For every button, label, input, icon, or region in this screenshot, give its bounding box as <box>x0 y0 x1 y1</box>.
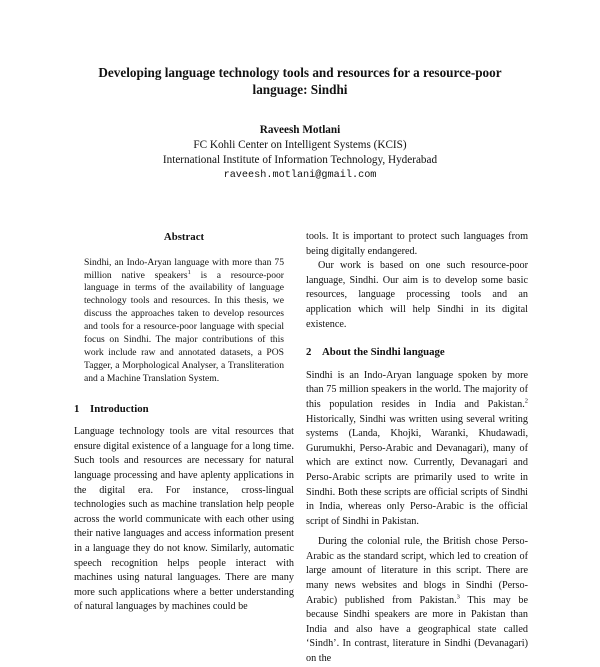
about-paragraph-1 <box>306 369 528 530</box>
about-paragraph-2-part-b: This may be because Sindhi speakers are more in Pakistan than India and also have a geographical state called ‘Sindh’. In contrast, literature in Sindhi (Devanagari) on the <box>306 594 528 665</box>
paper-title <box>60 64 540 98</box>
footnote-marker-2[interactable]: 2 <box>524 397 528 405</box>
right-column <box>306 230 528 667</box>
about-paragraph-1-part-a: Sindhi is an Indo-Aryan language spoken by more than 75 million speakers in the world. The majority of this population resides in India and Pakistan. <box>306 369 528 410</box>
footnote-marker-3[interactable]: 3 <box>456 593 460 601</box>
section-number-2: 2 <box>306 346 312 359</box>
author-affiliation-2: International Institute of Information Technology, Hyderabad <box>162 154 438 166</box>
about-paragraph-1-part-b: Historically, Sindhi was written using several writing systems (Landa, Khojki, Waranki, Khudawadi, Gurumukhi, Perso-Arabic and Devanagari), many of which are extinct now. Currently, Devanagari and Perso-Arabic scripts are primarily used to write in Sindhi. Both these scripts are official scripts of Sindhi in India, whereas only Perso-Arabic is the official script of Sindhi in Pakistan. <box>306 413 528 527</box>
abstract-heading: Abstract <box>163 231 205 243</box>
author-name: Raveesh Motlani <box>259 124 341 136</box>
footnote-marker-1[interactable]: 1 <box>187 268 191 276</box>
author-affiliation-1: FC Kohli Center on Intelligent Systems (KCIS) <box>193 139 407 151</box>
right-paragraph-1: tools. It is important to protect such languages from being digitally endangered. <box>306 231 528 257</box>
section-number-1: 1 <box>74 402 80 415</box>
author-block <box>60 123 540 183</box>
abstract-text-part-b: is a resource-poor language in terms of the availability of language technology tools and resources. In this thesis, we discuss the approaches taken to develop resources and tools for a resource-poor language with special focus on Sindhi. The major contributions of this work include raw and annotated datasets, a POS Tagger, a Morphological Analyser, a Transliteration and a Machine Translation System. <box>84 269 284 384</box>
section-title-introduction: Introduction <box>90 402 149 415</box>
about-paragraph-2-part-a: During the colonial rule, the British chose Perso-Arabic as the standard script, which led to creation of large amount of literature in this script. There are many news websites and blogs in Sindhi (Perso-Arabic) published from Pakistan. <box>306 536 528 606</box>
about-paragraph-2 <box>306 535 528 666</box>
title-line-1: Developing language technology tools and resources for a resource-poor <box>98 65 502 80</box>
right-paragraph-2: Our work is based on one such resource-poor language, Sindhi. Our aim is to develop some basic resources, language processing tools and an application which will help Sindhi in its digital existence. <box>306 260 528 330</box>
abstract-text-part-a: Sindhi, an Indo-Aryan language with more than 75 million native speakers <box>84 256 284 281</box>
introduction-paragraph-1: Language technology tools are vital resources that ensure digital existence of a language for a long time. Such tools and resources are necessary for natural language processing and have aplenty applications in the digital era. For instance, cross-lingual technologies such as machine translation help people across the world communicate with each other using their native languages and access information present in a language they do not know. Similarly, automatic speech recognition helps people interact with machines using natural languages. There are many more such applications where a better understanding of natural languages by machines could be <box>74 426 294 613</box>
abstract-text <box>74 257 294 386</box>
section-heading-introduction <box>74 402 294 417</box>
left-column <box>74 230 294 615</box>
section-heading-about-sindhi <box>306 345 528 360</box>
author-email[interactable]: raveesh.motlani@gmail.com <box>223 170 377 181</box>
title-line-2: language: Sindhi <box>252 82 348 97</box>
section-title-about-sindhi: About the Sindhi language <box>322 346 445 359</box>
